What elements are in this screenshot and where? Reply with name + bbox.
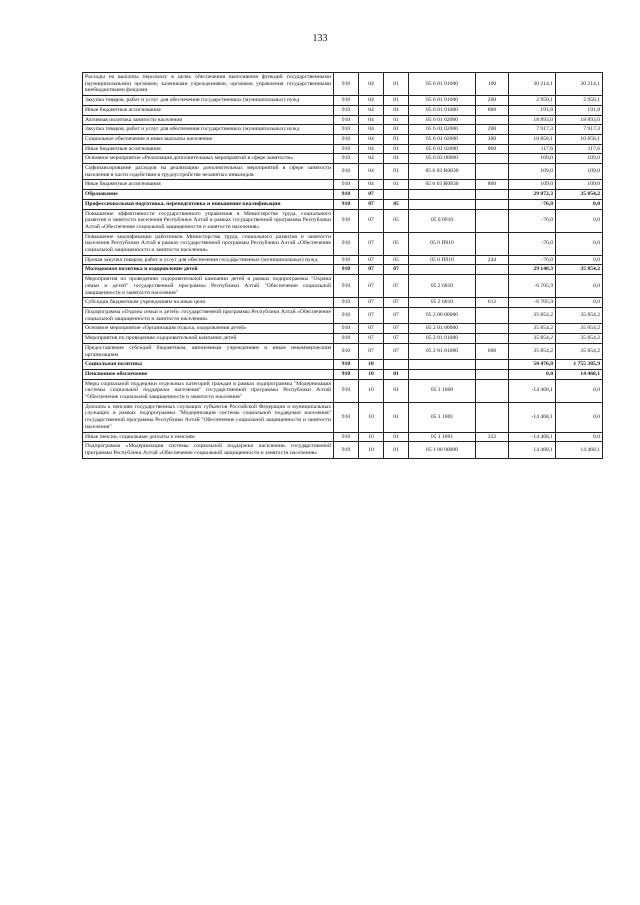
row-subsection: 01 xyxy=(384,115,409,125)
row-section: 04 xyxy=(359,154,384,164)
row-amount-1: 14 468,1 xyxy=(509,442,556,458)
row-target-code: 05 6 01 02000 xyxy=(409,134,476,144)
row-grbs: 910 xyxy=(334,190,359,200)
row-subsection: 01 xyxy=(384,73,409,96)
row-amount-2: 18 893,0 xyxy=(556,115,603,125)
table-row xyxy=(83,199,603,209)
row-grbs: 910 xyxy=(334,144,359,154)
row-amount-2: 14 468,1 xyxy=(556,442,603,458)
row-expense-type: 100 xyxy=(476,73,509,96)
row-name: Закупка товаров, работ и услуг для обеспечения государственных (муниципальных) нужд xyxy=(83,125,334,135)
row-amount-1: 117,6 xyxy=(509,144,556,154)
row-section: 10 xyxy=(359,379,384,402)
row-expense-type: 800 xyxy=(476,105,509,115)
table-row xyxy=(83,154,603,164)
row-expense-type: 800 xyxy=(476,180,509,190)
row-target-code: 05 0 0910 xyxy=(409,209,476,232)
row-target-code: 05 6 01 02000 xyxy=(409,125,476,135)
row-amount-1: 29 072,3 xyxy=(509,190,556,200)
row-subsection: 01 xyxy=(384,125,409,135)
row-amount-2: 109,0 xyxy=(556,180,603,190)
row-amount-1: -6 705,9 xyxy=(509,275,556,298)
row-name: Социальная политика xyxy=(83,360,334,370)
row-name: Активная политика занятости населения xyxy=(83,115,334,125)
table-row xyxy=(83,164,603,180)
row-grbs: 910 xyxy=(334,307,359,323)
row-target-code: 05 2 6010 xyxy=(409,275,476,298)
row-grbs: 910 xyxy=(334,115,359,125)
row-grbs: 910 xyxy=(334,255,359,265)
row-amount-2: 10 858,1 xyxy=(556,134,603,144)
row-expense-type xyxy=(476,334,509,344)
row-grbs: 910 xyxy=(334,96,359,106)
row-amount-1: 35 854,2 xyxy=(509,307,556,323)
row-expense-type: 200 xyxy=(476,125,509,135)
row-subsection: 01 xyxy=(384,164,409,180)
row-subsection: 01 xyxy=(384,96,409,106)
row-subsection: 07 xyxy=(384,265,409,275)
row-grbs: 910 xyxy=(334,164,359,180)
row-name: Профессиональная подготовка, переподготовка и повышение квалификации xyxy=(83,199,334,209)
row-target-code: 05 2 01 00000 xyxy=(409,324,476,334)
row-section: 04 xyxy=(359,134,384,144)
row-amount-1: -76,0 xyxy=(509,232,556,255)
row-subsection: 01 xyxy=(384,105,409,115)
table-row xyxy=(83,134,603,144)
row-target-code: 05 0 П910 xyxy=(409,232,476,255)
row-expense-type xyxy=(476,209,509,232)
row-name: Меры социальной поддержки отдельных категорий граждан в рамках подпрограммы "Модернизация системы социальной поддержки населения" государственной программы Республики Алтай "Обеспечение социальной защищенности и занятости населения" xyxy=(83,379,334,402)
row-subsection: 07 xyxy=(384,298,409,308)
row-amount-1: 35 854,2 xyxy=(509,343,556,359)
row-amount-1: -6 705,9 xyxy=(509,298,556,308)
row-section: 10 xyxy=(359,442,384,458)
row-subsection: 05 xyxy=(384,232,409,255)
row-name: Доплаты к пенсиям государственных служащих субъектов Российской Федерации и муниципальных служащих в рамках подпрограммы "Модернизация системы социальной поддержки населения" государственной программы Республики Алтай "Обеспечение социальной защищенности и занятости населения" xyxy=(83,402,334,432)
row-grbs: 910 xyxy=(334,402,359,432)
table-row xyxy=(83,209,603,232)
row-expense-type xyxy=(476,369,509,379)
row-grbs: 910 xyxy=(334,209,359,232)
table-row xyxy=(83,265,603,275)
row-section: 04 xyxy=(359,164,384,180)
row-grbs: 910 xyxy=(334,73,359,96)
row-expense-type xyxy=(476,164,509,180)
row-name: Софинансирование расходов на реализацию дополнительных мероприятий в сфере занятости населения в части содействия в трудоустройстве незанятых инвалидов xyxy=(83,164,334,180)
row-amount-1: 2 950,1 xyxy=(509,96,556,106)
row-subsection: 01 xyxy=(384,134,409,144)
row-target-code: 05 2 01 01000 xyxy=(409,343,476,359)
row-amount-2: 109,0 xyxy=(556,154,603,164)
table-row xyxy=(83,360,603,370)
row-expense-type xyxy=(476,115,509,125)
row-amount-1: 109,0 xyxy=(509,154,556,164)
row-subsection: 01 xyxy=(384,144,409,154)
row-subsection: 05 xyxy=(384,255,409,265)
row-section: 07 xyxy=(359,190,384,200)
row-expense-type xyxy=(476,275,509,298)
row-name: Иные бюджетные ассигнования xyxy=(83,144,334,154)
row-expense-type: 800 xyxy=(476,144,509,154)
row-section: 10 xyxy=(359,369,384,379)
row-target-code: 05 6 01 02000 xyxy=(409,115,476,125)
row-section: 04 xyxy=(359,125,384,135)
row-subsection: 01 xyxy=(384,154,409,164)
table-row xyxy=(83,298,603,308)
row-target-code: 05 6 03 00000 xyxy=(409,154,476,164)
row-amount-2: 1 755 385,9 xyxy=(556,360,603,370)
table-row xyxy=(83,190,603,200)
table-row xyxy=(83,125,603,135)
row-section: 04 xyxy=(359,144,384,154)
row-grbs: 910 xyxy=(334,360,359,370)
row-grbs: 910 xyxy=(334,154,359,164)
row-amount-2: 0,0 xyxy=(556,275,603,298)
row-expense-type xyxy=(476,402,509,432)
row-expense-type xyxy=(476,324,509,334)
budget-table xyxy=(82,72,603,459)
row-amount-2: 0,0 xyxy=(556,298,603,308)
row-section: 07 xyxy=(359,343,384,359)
row-section: 07 xyxy=(359,255,384,265)
row-target-code: 05 6 03 R0830 xyxy=(409,180,476,190)
row-amount-2: 35 854,2 xyxy=(556,324,603,334)
row-amount-2: 0,0 xyxy=(556,402,603,432)
row-grbs: 910 xyxy=(334,298,359,308)
row-target-code: 05 2 00 00000 xyxy=(409,307,476,323)
row-section: 04 xyxy=(359,96,384,106)
row-name: Основное мероприятие «Реализация дополнительных мероприятий в сфере занятости» xyxy=(83,154,334,164)
table-row xyxy=(83,307,603,323)
table-row xyxy=(83,379,603,402)
table-row xyxy=(83,144,603,154)
row-amount-2: 35 854,2 xyxy=(556,307,603,323)
row-amount-1: 30 214,1 xyxy=(509,73,556,96)
row-subsection: 05 xyxy=(384,199,409,209)
row-grbs: 910 xyxy=(334,334,359,344)
row-amount-2: 191,8 xyxy=(556,105,603,115)
row-target-code xyxy=(409,265,476,275)
row-amount-1: 109,0 xyxy=(509,164,556,180)
row-amount-2: 0,0 xyxy=(556,255,603,265)
row-amount-1: -14 468,1 xyxy=(509,432,556,442)
row-amount-2: 117,6 xyxy=(556,144,603,154)
row-subsection: 07 xyxy=(384,307,409,323)
table-row xyxy=(83,369,603,379)
row-amount-2: 30 214,1 xyxy=(556,73,603,96)
row-name: Мероприятия по проведению оздоровительной кампании детей xyxy=(83,334,334,344)
row-amount-1: 35 854,2 xyxy=(509,334,556,344)
row-expense-type: 600 xyxy=(476,343,509,359)
row-subsection xyxy=(384,360,409,370)
row-name: Подпрограмма «Охрана семьи и детей» государственной программы Республики Алтай «Обеспечение социальной защищенности и занятости населения» xyxy=(83,307,334,323)
row-grbs: 910 xyxy=(334,125,359,135)
row-name: Социальное обеспечение и иные выплаты населению xyxy=(83,134,334,144)
budget-table-body xyxy=(83,73,603,459)
row-name: Иные бюджетные ассигнования xyxy=(83,180,334,190)
row-grbs: 910 xyxy=(334,379,359,402)
row-amount-1: 109,0 xyxy=(509,180,556,190)
row-subsection: 01 xyxy=(384,432,409,442)
row-section: 07 xyxy=(359,199,384,209)
row-name: Основное мероприятие «Организация отдыха, оздоровления детей» xyxy=(83,324,334,334)
row-section: 04 xyxy=(359,115,384,125)
row-grbs: 910 xyxy=(334,343,359,359)
row-amount-2: 7 917,3 xyxy=(556,125,603,135)
row-name: Расходы на выплаты персоналу в целях обеспечения выполнения функций государственными (муниципальными) органами, казенными учреждениями, органами управления государственными внебюджетными фондами xyxy=(83,73,334,96)
row-amount-2: 14 468,1 xyxy=(556,369,603,379)
row-expense-type xyxy=(476,190,509,200)
row-amount-1: 18 893,0 xyxy=(509,115,556,125)
row-section: 10 xyxy=(359,402,384,432)
row-grbs: 910 xyxy=(334,232,359,255)
row-target-code xyxy=(409,360,476,370)
row-amount-1: 191,8 xyxy=(509,105,556,115)
table-row xyxy=(83,180,603,190)
table-row xyxy=(83,432,603,442)
row-amount-1: 0,0 xyxy=(509,369,556,379)
table-row xyxy=(83,232,603,255)
row-target-code: 05 6 01 01000 xyxy=(409,96,476,106)
page-number: 133 xyxy=(312,33,328,44)
row-grbs: 910 xyxy=(334,180,359,190)
row-target-code: 05 6 01 01000 xyxy=(409,105,476,115)
row-expense-type xyxy=(476,360,509,370)
row-target-code xyxy=(409,190,476,200)
row-amount-2: 109,0 xyxy=(556,164,603,180)
row-section: 07 xyxy=(359,307,384,323)
table-row xyxy=(83,402,603,432)
table-row xyxy=(83,275,603,298)
row-section: 07 xyxy=(359,275,384,298)
row-expense-type xyxy=(476,154,509,164)
row-subsection: 07 xyxy=(384,343,409,359)
row-name: Предоставление субсидий бюджетным, автономным учреждениям и иным некоммерческим организациям xyxy=(83,343,334,359)
row-target-code xyxy=(409,369,476,379)
row-amount-2: 35 854,2 xyxy=(556,343,603,359)
table-row xyxy=(83,73,603,96)
row-expense-type xyxy=(476,379,509,402)
row-name: Прочая закупка товаров, работ и услуг для обеспечения государственных (муниципальных) нужд xyxy=(83,255,334,265)
row-amount-2: 35 854,2 xyxy=(556,265,603,275)
row-section: 07 xyxy=(359,209,384,232)
row-section: 07 xyxy=(359,324,384,334)
row-target-code: 05 2 6010 xyxy=(409,298,476,308)
row-target-code xyxy=(409,199,476,209)
row-section: 04 xyxy=(359,105,384,115)
row-amount-1: -14 468,1 xyxy=(509,402,556,432)
row-section: 07 xyxy=(359,232,384,255)
table-row xyxy=(83,442,603,458)
row-target-code: 05 2 01 01000 xyxy=(409,334,476,344)
row-target-code: 05 6 01 02000 xyxy=(409,144,476,154)
row-amount-1: 7 917,3 xyxy=(509,125,556,135)
row-expense-type xyxy=(476,442,509,458)
row-expense-type: 312 xyxy=(476,432,509,442)
row-name: Субсидии бюджетным учреждениям на иные цели xyxy=(83,298,334,308)
table-row xyxy=(83,343,603,359)
row-name: Закупка товаров, работ и услуг для обеспечения государственных (муниципальных) нужд xyxy=(83,96,334,106)
row-grbs: 910 xyxy=(334,105,359,115)
row-expense-type: 300 xyxy=(476,134,509,144)
row-target-code: 05 0 П910 xyxy=(409,255,476,265)
row-grbs: 910 xyxy=(334,442,359,458)
row-section: 04 xyxy=(359,73,384,96)
row-target-code: 05 1 00 00000 xyxy=(409,442,476,458)
row-amount-2: 35 854,2 xyxy=(556,334,603,344)
row-amount-1: 10 858,1 xyxy=(509,134,556,144)
row-amount-2: 35 854,2 xyxy=(556,190,603,200)
row-grbs: 910 xyxy=(334,275,359,298)
table-row xyxy=(83,324,603,334)
row-expense-type: 612 xyxy=(476,298,509,308)
row-name: Образование xyxy=(83,190,334,200)
row-name: Повышение эффективности государственного управления в Министерстве труда, социального развития и занятости населения Республики Алтай в рамках государственной программы Республики Алтай «Обеспечение социальной защищенности и занятости населения» xyxy=(83,209,334,232)
row-amount-1: -76,0 xyxy=(509,255,556,265)
table-row xyxy=(83,115,603,125)
row-section: 07 xyxy=(359,298,384,308)
row-amount-2: 0,0 xyxy=(556,379,603,402)
row-expense-type xyxy=(476,199,509,209)
row-section: 07 xyxy=(359,265,384,275)
row-subsection xyxy=(384,190,409,200)
row-expense-type xyxy=(476,307,509,323)
row-expense-type xyxy=(476,265,509,275)
row-expense-type: 200 xyxy=(476,96,509,106)
row-grbs: 910 xyxy=(334,134,359,144)
row-amount-1: 29 148,3 xyxy=(509,265,556,275)
row-target-code: 05 6 03 R0830 xyxy=(409,164,476,180)
row-subsection: 05 xyxy=(384,209,409,232)
row-section: 04 xyxy=(359,180,384,190)
row-amount-2: 0,0 xyxy=(556,232,603,255)
row-name: Мероприятия по проведению оздоровительной кампании детей в рамках подпрограммы "Охрана семьи и детей" государственной программы Республики Алтай "Обеспечение социальной защищенности и занятости населения" xyxy=(83,275,334,298)
row-amount-1: 35 854,2 xyxy=(509,324,556,334)
row-target-code: 05 6 01 01000 xyxy=(409,73,476,96)
row-subsection: 01 xyxy=(384,369,409,379)
table-row xyxy=(83,105,603,115)
row-subsection: 07 xyxy=(384,334,409,344)
row-section: 10 xyxy=(359,360,384,370)
row-target-code: 05 1 1001 xyxy=(409,402,476,432)
row-name: Подпрограмма «Модернизация системы социальной поддержки населения» государственной программы Республики Алтай «Обеспечение социальной защищенности и занятости населения» xyxy=(83,442,334,458)
row-subsection: 01 xyxy=(384,379,409,402)
row-amount-2: 0,0 xyxy=(556,432,603,442)
table-row xyxy=(83,334,603,344)
row-name: Молодежная политика и оздоровление детей xyxy=(83,265,334,275)
row-grbs: 910 xyxy=(334,199,359,209)
row-target-code: 05 1 1001 xyxy=(409,432,476,442)
row-name: Иные пенсии, социальные доплаты к пенсиям xyxy=(83,432,334,442)
row-amount-1: -76,0 xyxy=(509,199,556,209)
row-amount-2: 2 950,1 xyxy=(556,96,603,106)
row-amount-2: 0,0 xyxy=(556,199,603,209)
row-target-code: 05 1 1000 xyxy=(409,379,476,402)
row-amount-1: -14 468,1 xyxy=(509,379,556,402)
row-subsection: 07 xyxy=(384,324,409,334)
row-subsection: 07 xyxy=(384,275,409,298)
row-amount-2: 0,0 xyxy=(556,209,603,232)
row-name: Повышение квалификации работников Министерства труда, социального развития и занятости населения Республики Алтай в рамках государственной программы Республики Алтай «Обеспечение социальной защищенности и занятости населения» xyxy=(83,232,334,255)
table-row xyxy=(83,255,603,265)
row-grbs: 910 xyxy=(334,369,359,379)
table-row xyxy=(83,96,603,106)
row-name: Иные бюджетные ассигнования xyxy=(83,105,334,115)
row-grbs: 910 xyxy=(334,324,359,334)
row-amount-1: 50 476,0 xyxy=(509,360,556,370)
row-subsection: 01 xyxy=(384,180,409,190)
row-amount-1: -76,0 xyxy=(509,209,556,232)
row-subsection: 01 xyxy=(384,402,409,432)
row-grbs: 910 xyxy=(334,432,359,442)
row-subsection: 01 xyxy=(384,442,409,458)
row-section: 10 xyxy=(359,432,384,442)
row-expense-type: 244 xyxy=(476,255,509,265)
row-grbs: 910 xyxy=(334,265,359,275)
row-name: Пенсионное обеспечение xyxy=(83,369,334,379)
row-section: 07 xyxy=(359,334,384,344)
row-expense-type xyxy=(476,232,509,255)
